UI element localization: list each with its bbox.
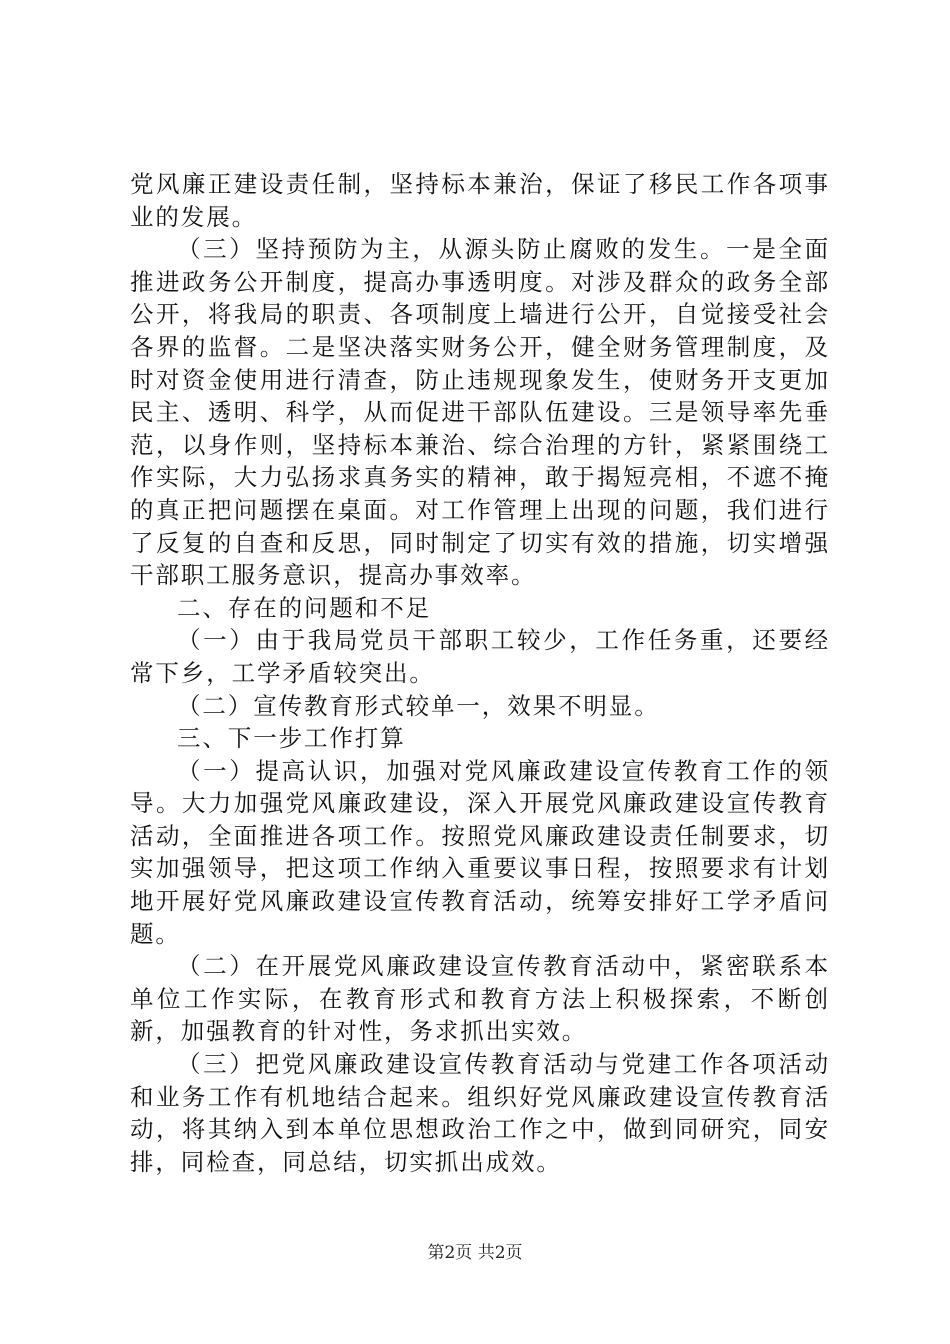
paragraph-next-step-2: （二）在开展党风廉政建设宣传教育活动中，紧密联系本单位工作实际，在教育形式和教育方法上积极探索，不断创新，加强教育的针对性，务求抓出实效。	[130, 952, 830, 1046]
page-footer	[0, 1238, 950, 1263]
section-heading-problems: 二、存在的问题和不足	[177, 593, 431, 622]
paragraph-next-step-1: （一）提高认识，加强对党风廉政建设宣传教育工作的领导。大力加强党风廉政建设，深入开展党风廉政建设宣传教育活动，全面推进各项工作。按照党风廉政建设责任制要求，切实加强领导，把这项工作纳入重要议事日程，按照要求有计划地开展好党风廉政建设宣传教育活动，统筹安排好工学矛盾问题。	[130, 756, 830, 948]
paragraph-problem-1: （一）由于我局党员干部职工较少，工作任务重，还要经常下乡，工学矛盾较突出。	[130, 626, 830, 687]
paragraph-next-step-3: （三）把党风廉政建设宣传教育活动与党建工作各项活动和业务工作有机地结合起来。组织好党风廉政建设宣传教育活动，将其纳入到本单位思想政治工作之中，做到同研究，同安排，同检查，同总结，切实抓出成效。	[130, 1050, 830, 1176]
section-heading-next-steps: 三、下一步工作打算	[177, 724, 406, 753]
paragraph-problem-2: （二）宣传教育形式较单一，效果不明显。	[177, 691, 660, 720]
page-total: 共2页	[477, 1243, 523, 1263]
document-body	[130, 168, 830, 1178]
paragraph-prevention: （三）坚持预防为主，从源头防止腐败的发生。一是全面推进政务公开制度，提高办事透明度。对涉及群众的政务全部公开，将我局的职责、各项制度上墙进行公开，自觉接受社会各界的监督。二是坚决落实财务公开，健全财务管理制度，及时对资金使用进行清查，防止违规现象发生，使财务开支更加民主、透明、科学，从而促进干部队伍建设。三是领导率先垂范，以身作则，坚持标本兼治、综合治理的方针，紧紧围绕工作实际，大力弘扬求真务实的精神，敢于揭短亮相，不遮不掩的真正把问题摆在桌面。对工作管理上出现的问题，我们进行了反复的自查和反思，同时制定了切实有效的措施，切实增强干部职工服务意识，提高办事效率。	[130, 235, 830, 590]
paragraph-continuation: 党风廉正建设责任制，坚持标本兼治，保证了移民工作各项事业的发展。	[130, 170, 830, 231]
page-number: 第2页	[427, 1243, 473, 1263]
